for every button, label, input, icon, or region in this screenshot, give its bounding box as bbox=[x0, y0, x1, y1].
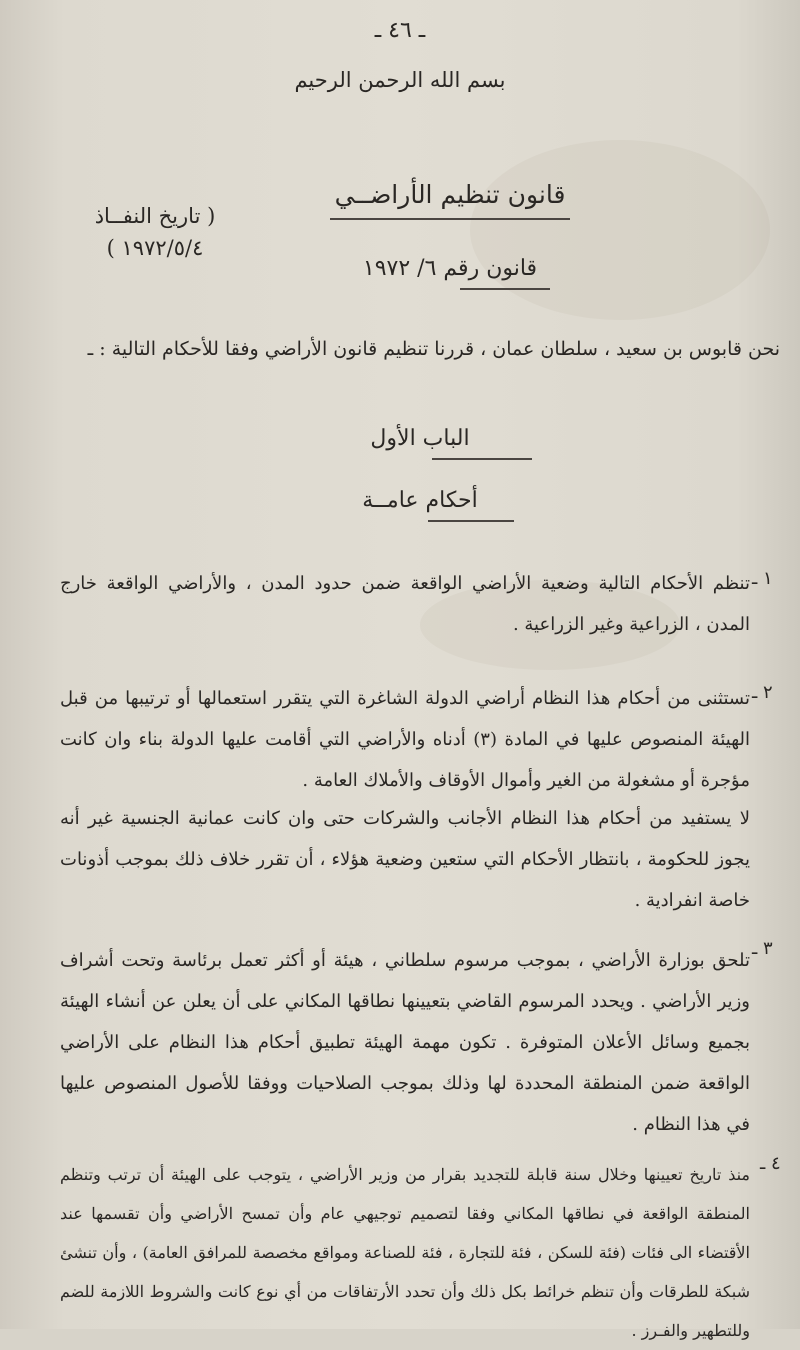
article-paragraph: منذ تاريخ تعيينها وخلال سنة قابلة للتجديد بقرار من وزير الأراضي ، يتوجب على الهيئة أن ترتب وتنظم المنطقة الواقعة في نطاقها المكاني وفقا لتصميم توجيهي عام وأن تمسح الأراضي وأن تقسمها عند الأقتضاء الى فئات (فئة للسكن ، فئة للتجارة ، فئة للصناعة ومواقع مخصصة للمرافق العامة) ، وأن تنشئ شبكة للطرقات وأن تنظم خرائط بكل ذلك وأن تحدد الأرتفاقات من أي نوع كانت والشروط اللازمة للضم وللتطهير والفـرز . bbox=[60, 1165, 751, 1340]
preamble: نحن قابوس بن سعيد ، سلطان عمان ، قررنا تنظيم قانون الأراضي وفقا للأحكام التالية : ـ bbox=[87, 338, 780, 360]
article-text bbox=[60, 563, 750, 645]
law-number-underline bbox=[460, 288, 550, 290]
article-text bbox=[60, 1155, 750, 1350]
title-underline bbox=[330, 218, 570, 220]
article-number: ٣ ـ bbox=[752, 938, 773, 959]
article-number: ٤ ـ bbox=[760, 1153, 781, 1174]
section-underline bbox=[428, 520, 514, 522]
article-number: ٢ ـ bbox=[752, 682, 773, 703]
chapter-underline bbox=[432, 458, 532, 460]
article-text bbox=[60, 940, 750, 1145]
chapter-heading: الباب الأول bbox=[370, 426, 470, 451]
effective-date: ١٩٧٢/٥/٤ ) bbox=[106, 236, 204, 260]
page-number: ـ ٤٦ ـ bbox=[374, 18, 426, 43]
paper-stain bbox=[470, 140, 770, 320]
article-paragraph: تستثنى من أحكام هذا النظام أراضي الدولة الشاغرة التي يتقرر استعمالها أو ترتيبها من قبل الهيئة المنصوص عليها في المادة (٣) أدناه والأراضي التي أقامت عليها الدولة بناء وان كانت مؤجرة أو مشغولة من الغير وأموال الأوقاف والأملاك العامة . bbox=[60, 688, 751, 791]
article-text bbox=[60, 798, 750, 921]
law-title: قانون تنظيم الأراضــي bbox=[334, 180, 566, 209]
article-paragraph: لا يستفيد من أحكام هذا النظام الأجانب والشركات حتى وان كانت عمانية الجنسية غير أنه يجوز للحكومة ، بانتظار الأحكام التي ستعين وضعية هؤلاء ، أن تقرر خلاف ذلك بموجب أذونات خاصة انفرادية . bbox=[60, 808, 750, 911]
law-number: قانون رقم ٦/ ١٩٧٢ bbox=[362, 256, 538, 281]
effective-date-label: ( تاريخ النفــاذ bbox=[94, 204, 216, 228]
section-heading: أحكام عامــة bbox=[362, 488, 478, 513]
article-paragraph: تنظم الأحكام التالية وضعية الأراضي الواقعة ضمن حدود المدن ، والأراضي الواقعة خارج المدن ، الزراعية وغير الزراعية . bbox=[60, 573, 750, 635]
article-number: ١ ـ bbox=[752, 568, 773, 589]
basmala: بسم الله الرحمن الرحيم bbox=[294, 68, 506, 92]
article-paragraph: تلحق بوزارة الأراضي ، بموجب مرسوم سلطاني ، هيئة أو أكثر تعمل برئاسة وتحت أشراف وزير الأراضي . ويحدد المرسوم القاضي بتعيينها نطاقها المكاني على أن يعلن عن أنشاء الهيئة بجميع وسائل الأعلان المتوفرة . تكون مهمة الهيئة تطبيق أحكام هذا النظام على الأراضي الواقعة ضمن المنطقة المحددة لها وذلك بموجب الصلاحيات ووفقا للأصول المنصوص عليها في هذا النظام . bbox=[60, 950, 750, 1135]
article-text bbox=[60, 678, 750, 801]
